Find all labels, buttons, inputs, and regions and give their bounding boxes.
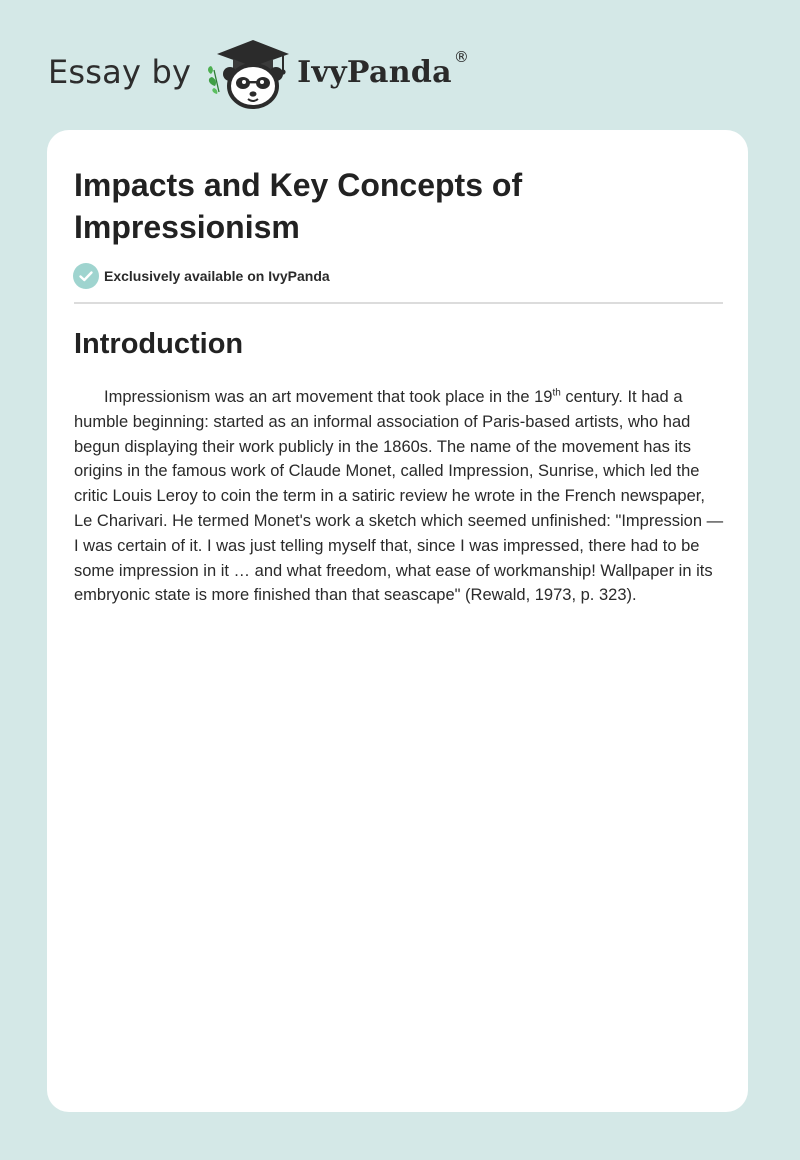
site-header-logo[interactable] [48, 34, 469, 110]
panda-graduate-logo-icon [205, 34, 295, 110]
check-circle-icon [73, 263, 99, 289]
brand-name: IvyPanda [297, 54, 452, 90]
panda-face-icon [223, 65, 283, 107]
ordinal-suffix: th [552, 387, 561, 399]
title-divider [74, 302, 723, 304]
essay-title: Impacts and Key Concepts of Impressionism [74, 167, 523, 245]
registered-mark: ® [453, 48, 469, 66]
essay-card [47, 130, 748, 1112]
exclusive-badge-label: Exclusively available on IvyPanda [104, 268, 330, 284]
brand-prefix: Essay by [48, 53, 192, 91]
paragraph-text-start: Impressionism was an art movement that took place in the 19 [104, 388, 553, 406]
exclusive-badge [73, 263, 330, 289]
section-heading-introduction: Introduction [74, 328, 244, 360]
ivy-leaf-icon [208, 66, 219, 94]
introduction-paragraph [74, 385, 726, 608]
paragraph-text-rest: century. It had a humble beginning: started as an informal association of Paris-based artists, who had begun displaying their work publicly in the 1860s. The name of the movement has its origins in the famous work of Claude Monet, called Impression, Sunrise, which led the critic Louis Leroy to coin the term in a satiric review he wrote in the French newspaper, Le Charivari. He termed Monet's work a sketch which seemed unfinished: "Impression — I was certain of it. I was just telling myself that, since I was impressed, there had to be some impression in it … and what freedom, what ease of workmanship! Wallpaper in its embryonic state is more finished than that seascape" (Rewald, 1973, p. 323). [74, 388, 724, 605]
